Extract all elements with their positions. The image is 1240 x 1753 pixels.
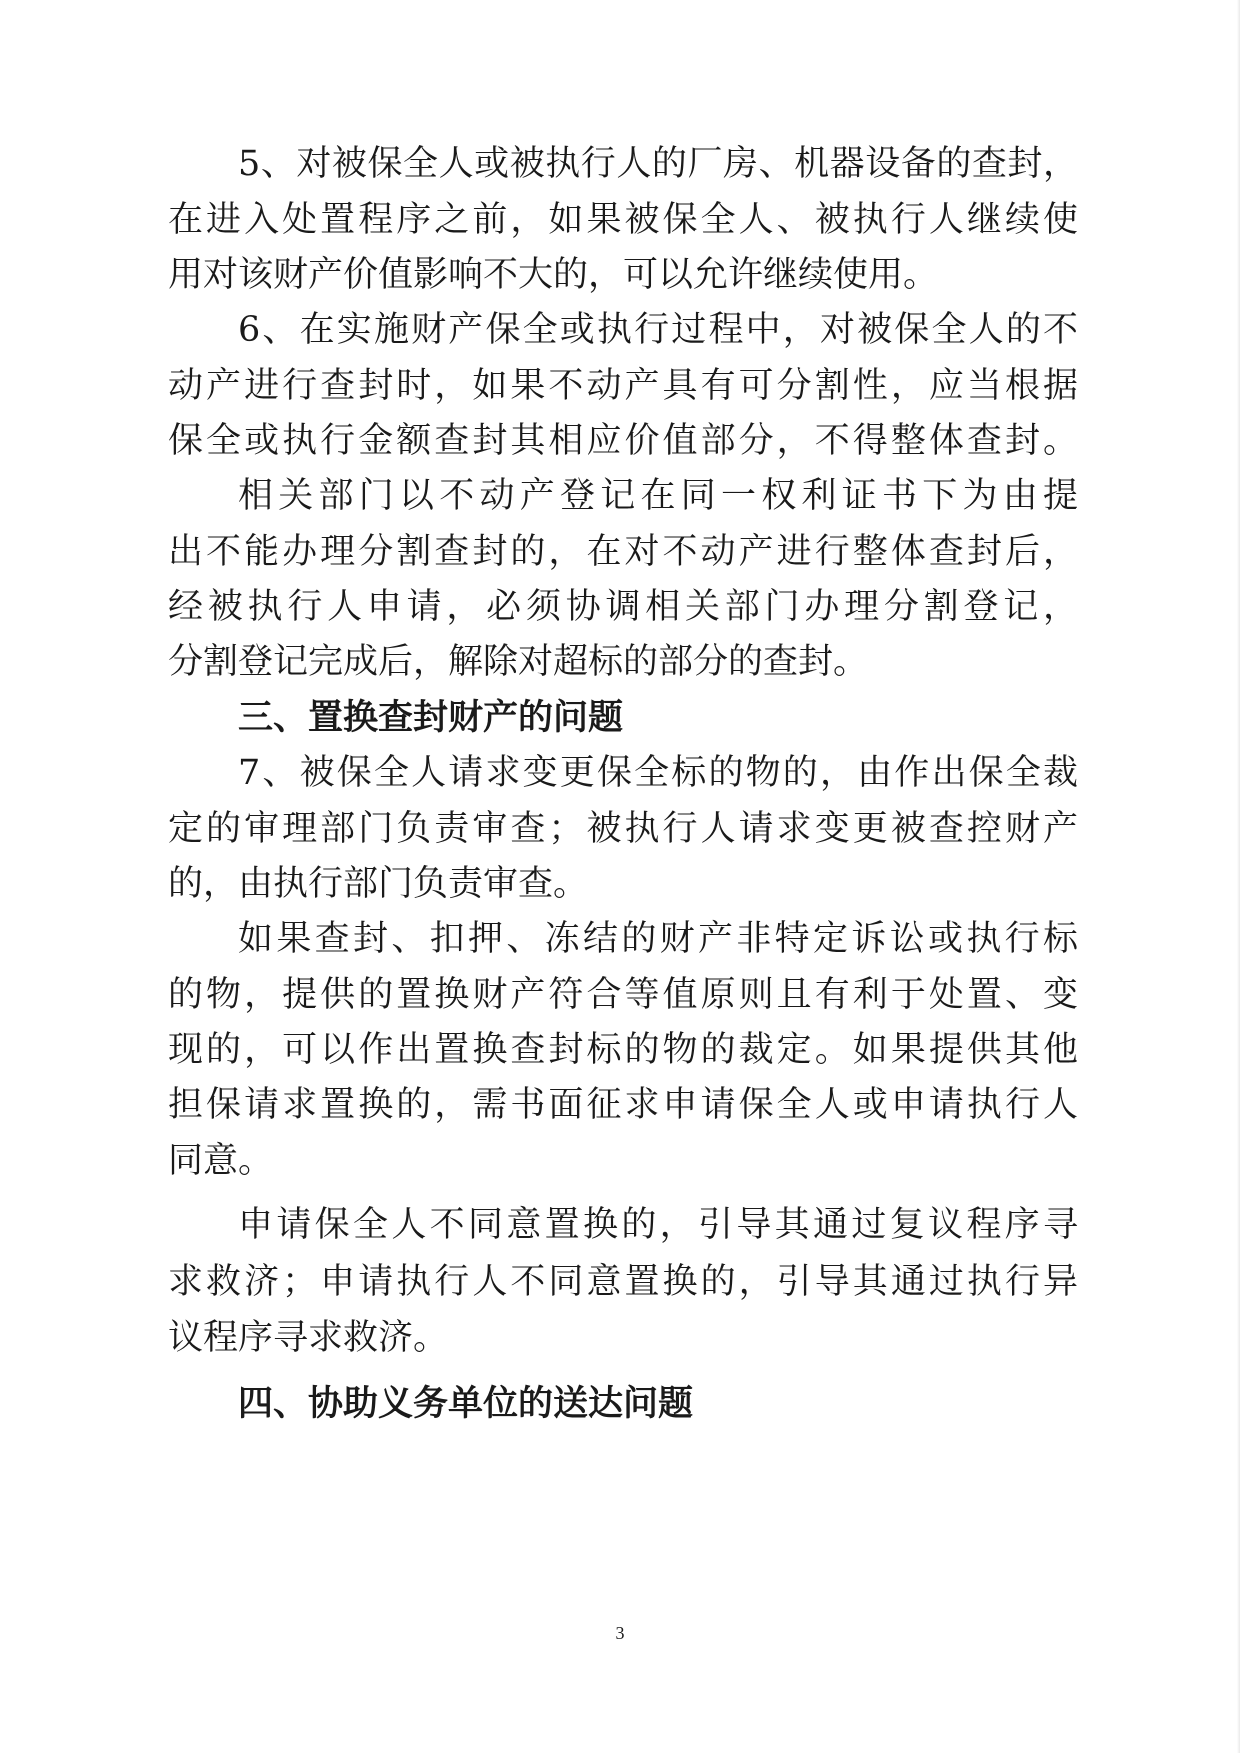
paragraph-line: 申请保全人不同意置换的，引导其通过复议程序寻 (238, 1205, 1078, 1245)
paragraph-line: 现的，可以作出置换查封标的物的裁定。如果提供其他 (168, 1030, 1078, 1070)
paragraph-line: 议程序寻求救济。 (168, 1318, 449, 1358)
paragraph-line: 求救济；申请执行人不同意置换的，引导其通过执行异 (168, 1262, 1078, 1302)
paragraph-line: 同意。 (168, 1141, 274, 1181)
paragraph-line: 动产进行查封时，如果不动产具有可分割性，应当根据 (168, 366, 1078, 406)
paragraph-line: 5、对被保全人或被执行人的厂房、机器设备的查封， (238, 144, 1078, 184)
paragraph-line: 的，由执行部门负责审查。 (168, 864, 589, 904)
paragraph-line: 保全或执行金额查封其相应价值部分，不得整体查封。 (168, 421, 1078, 461)
section-heading: 三、置换查封财产的问题 (238, 698, 624, 738)
paragraph-line: 用对该财产价值影响不大的，可以允许继续使用。 (168, 255, 939, 295)
paragraph-line: 6、在实施财产保全或执行过程中，对被保全人的不 (238, 310, 1078, 350)
paragraph-line: 在进入处置程序之前，如果被保全人、被执行人继续使 (168, 200, 1078, 240)
paragraph-line: 相关部门以不动产登记在同一权利证书下为由提 (238, 476, 1078, 516)
paragraph-line: 7、被保全人请求变更保全标的物的，由作出保全裁 (238, 753, 1078, 793)
section-heading: 四、协助义务单位的送达问题 (238, 1384, 694, 1424)
paragraph-line: 定的审理部门负责审查；被执行人请求变更被查控财产 (168, 809, 1078, 849)
paragraph-line: 担保请求置换的，需书面征求申请保全人或申请执行人 (168, 1085, 1078, 1125)
paragraph-line: 分割登记完成后，解除对超标的部分的查封。 (168, 642, 869, 682)
paragraph-line: 出不能办理分割查封的，在对不动产进行整体查封后， (168, 532, 1078, 572)
paragraph-line: 的物，提供的置换财产符合等值原则且有利于处置、变 (168, 975, 1078, 1015)
paragraph-line: 经被执行人申请，必须协调相关部门办理分割登记， (168, 587, 1078, 627)
page-number: 3 (615, 1623, 625, 1643)
paragraph-line: 如果查封、扣押、冻结的财产非特定诉讼或执行标 (238, 919, 1078, 959)
